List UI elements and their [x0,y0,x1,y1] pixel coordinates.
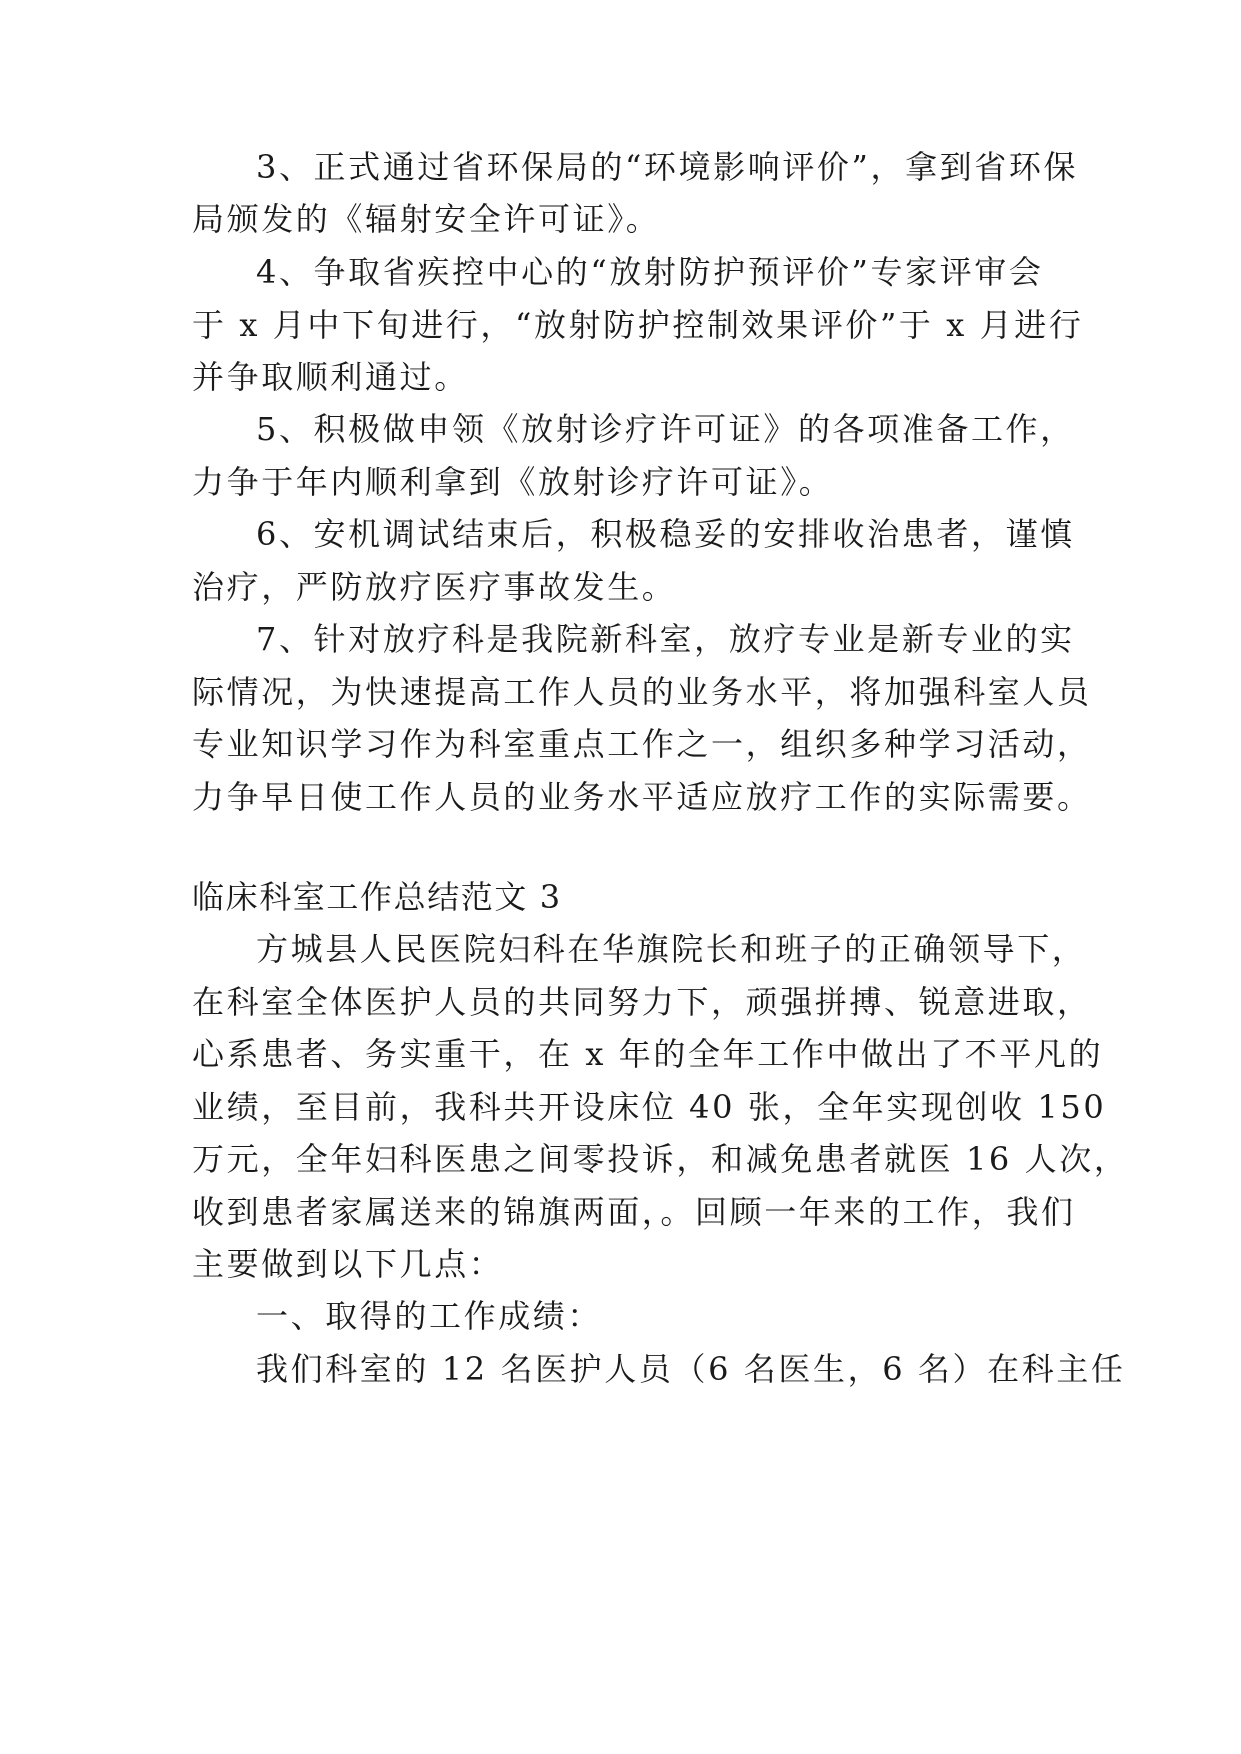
last-para-line-1: 我们科室的 12 名医护人员（6 名医生，6 名）在科主任 [256,1350,1126,1388]
item4-line-2: 于 x 月中下旬进行，“放射防护控制效果评价”于 x 月进行 [192,306,1084,344]
intro-line-4: 业绩，至目前，我科共开设床位 40 张，全年实现创收 150 [192,1088,1107,1126]
section-subheading: 一、取得的工作成绩： [256,1297,603,1335]
intro-line-3: 心系患者、务实重干，在 x 年的全年工作中做出了不平凡的 [192,1035,1104,1073]
intro-line-5: 万元，全年妇科医患之间零投诉，和减免患者就医 16 人次， [192,1140,1129,1178]
item5-line-2: 力争于年内顺利拿到《放射诊疗许可证》。 [192,463,834,501]
item4-line-3: 并争取顺利通过。 [192,358,469,396]
intro-line-7: 主要做到以下几点： [192,1245,504,1283]
intro-line-1: 方城县人民医院妇科在华旗院长和班子的正确领导下， [256,930,1087,968]
item3-line-2: 局颁发的《辐射安全许可证》。 [192,200,661,238]
article-title: 临床科室工作总结范文 3 [192,878,562,916]
item7-line-4: 力争早日使工作人员的业务水平适应放疗工作的实际需要。 [192,778,1092,816]
item6-line-1: 6、安机调试结束后，积极稳妥的安排收治患者，谨慎 [256,515,1075,553]
item7-line-2: 际情况，为快速提高工作人员的业务水平，将加强科室人员 [192,673,1092,711]
item7-line-3: 专业知识学习作为科室重点工作之一，组织多种学习活动， [192,725,1092,763]
item4-line-1: 4、争取省疾控中心的“放射防护预评价”专家评审会 [256,253,1044,291]
item3-line-1: 3、正式通过省环保局的“环境影响评价”，拿到省环保 [256,148,1079,186]
item6-line-2: 治疗，严防放疗医疗事故发生。 [192,568,677,606]
intro-line-2: 在科室全体医护人员的共同努力下，顽强拼搏、锐意进取， [192,983,1092,1021]
intro-line-6: 收到患者家属送来的锦旗两面，。回顾一年来的工作，我们 [192,1193,1076,1231]
item7-line-1: 7、针对放疗科是我院新科室，放疗专业是新专业的实 [256,620,1075,658]
item5-line-1: 5、积极做申领《放射诊疗许可证》的各项准备工作， [256,410,1075,448]
